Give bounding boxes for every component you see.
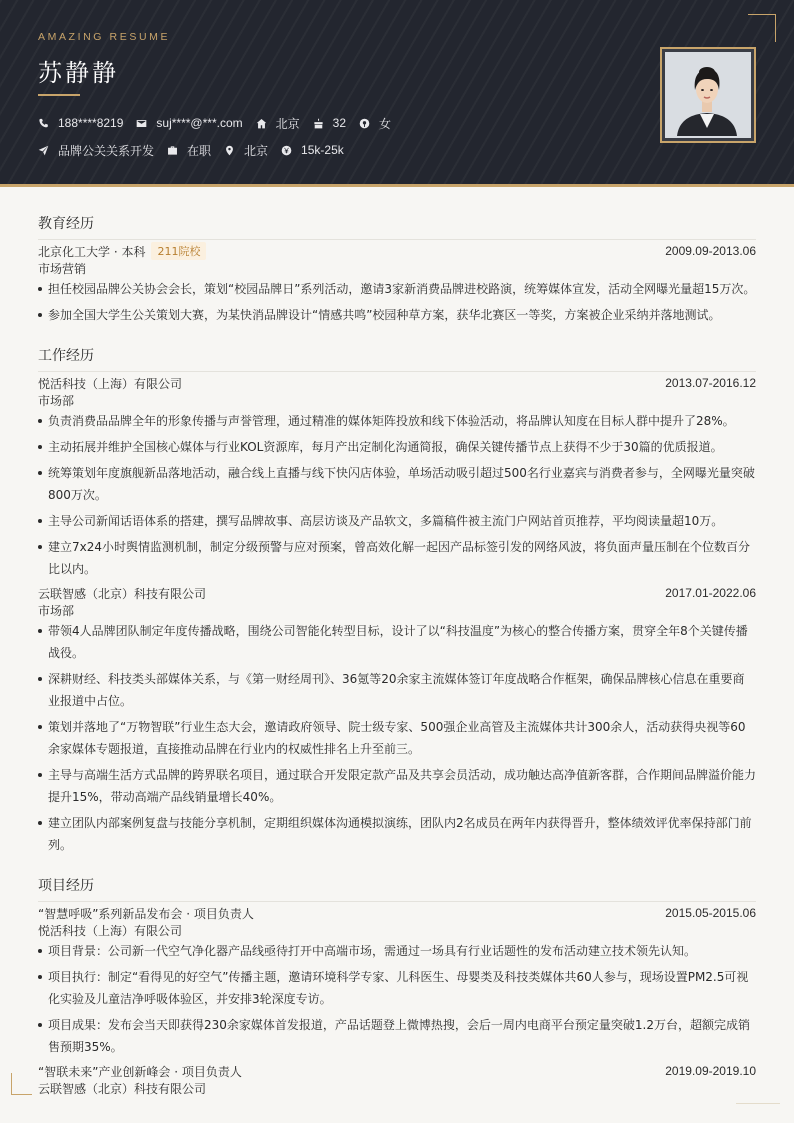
contact-email: suj****@***.com [136,116,242,130]
project-name: “智联未来”产业创新峰会 · 项目负责人 [38,1064,242,1079]
job-location: 北京 [224,142,268,159]
school-name: 北京化工大学 · 本科 [38,244,146,259]
education-date: 2009.09-2013.06 [665,244,756,258]
section-title-education: 教育经历 [38,213,756,240]
job-position: 品牌公关关系开发 [38,142,154,159]
list-item: 建立7x24小时舆情监测机制，制定分级预警与应对预案，曾高效化解一起因产品标签引发的网络风波，将负面声量压制在个位数百分比以内。 [38,536,756,580]
corner-ornament [748,14,776,42]
work-date: 2017.01-2022.06 [665,586,756,600]
contact-row [38,115,404,131]
list-item: 带领4人品牌团队制定年度传播战略，围绕公司智能化转型目标，设计了以“科技温度”为核心的整合传播方案，贯穿全年8个关键传播战役。 [38,620,756,664]
project-date: 2019.09-2019.10 [665,1064,756,1078]
school-badge: 211院校 [151,242,206,260]
send-icon [38,145,49,156]
contact-city: 北京 [256,115,300,132]
job-salary: 15k-25k [281,143,344,157]
list-item: 主导与高端生活方式品牌的跨界联名项目，通过联合开发限定款产品及共享会员活动，成功触达高净值新客群，合作期间品牌溢价能力提升15%，带动高端产品线销量增长40%。 [38,764,756,808]
header-accent-line [0,184,794,187]
email-icon [136,118,147,129]
work-dept: 市场部 [38,604,75,618]
company-name: 悦活科技（上海）有限公司 [38,376,183,391]
project-company: 悦活科技（上海）有限公司 [38,924,183,938]
project-entry-head [38,904,756,922]
cake-icon [313,118,324,129]
work-entry-head [38,374,756,392]
avatar [665,52,751,138]
contact-phone: 188****8219 [38,116,123,130]
contact-age: 32 [313,116,346,130]
name-underline [38,94,80,96]
list-item: 统筹策划年度旗舰新品落地活动，融合线上直播与线下快闪店体验，单场活动吸引超过500名行业嘉宾与消费者参与，全网曝光量突破800万次。 [38,462,756,506]
phone-icon [38,118,49,129]
portrait-illustration [665,52,749,136]
resume-tagline: AMAZING RESUME [38,31,171,43]
list-item: 担任校园品牌公关协会会长，策划“校园品牌日”系列活动，邀请3家新消费品牌进校路演，统筹媒体宣发，活动全网曝光量超15万次。 [38,278,756,300]
list-item: 项目执行：制定“看得见的好空气”传播主题，邀请环境科学专家、儿科医生、母婴类及科技类媒体共60人参与，现场设置PM2.5可视化实验及儿童洁净呼吸体验区，并安排3轮深度专访。 [38,966,756,1010]
briefcase-icon [167,145,178,156]
gender-icon [359,118,370,129]
list-item: 参加全国大学生公关策划大赛，为某快消品牌设计“情感共鸣”校园种草方案，获华北赛区一等奖，方案被企业采纳并落地测试。 [38,304,756,326]
project-entry-head [38,1062,756,1080]
home-icon [256,118,267,129]
section-title-projects: 项目经历 [38,875,756,902]
company-name: 云联智感（北京）科技有限公司 [38,586,207,601]
education-major: 市场营销 [38,262,87,276]
salary-icon [281,145,292,156]
job-intent-row [38,142,357,158]
list-item: 主动拓展并维护全国核心媒体与行业KOL资源库，每月产出定制化沟通简报，确保关键传播节点上获得不少于30篇的优质报道。 [38,436,756,458]
project-date: 2015.05-2015.06 [665,906,756,920]
project-name: “智慧呼吸”系列新品发布会 · 项目负责人 [38,906,254,921]
work-entry-head [38,584,756,602]
list-item: 项目成果：发布会当天即获得230余家媒体首发报道，产品话题登上微博热搜，会后一周内电商平台预定量突破1.2万台，超额完成销售预期35%。 [38,1014,756,1058]
list-item: 主导公司新闻话语体系的搭建，撰写品牌故事、高层访谈及产品软文，多篇稿件被主流门户网站首页推荐，平均阅读量超10万。 [38,510,756,532]
list-item: 深耕财经、科技类头部媒体关系，与《第一财经周刊》、36氪等20余家主流媒体签订年度战略合作框架，确保品牌核心信息在重要商业报道中占位。 [38,668,756,712]
list-item: 项目背景：公司新一代空气净化器产品线亟待打开中高端市场，需通过一场具有行业话题性的发布活动建立技术领先认知。 [38,940,756,962]
list-item: 负责消费品品牌全年的形象传播与声誉管理，通过精准的媒体矩阵投放和线下体验活动，将品牌认知度在目标人群中提升了28%。 [38,410,756,432]
list-item: 建立团队内部案例复盘与技能分享机制，定期组织媒体沟通模拟演练，团队内2名成员在两年内获得晋升，整体绩效评优率保持部门前列。 [38,812,756,856]
job-status: 在职 [167,142,211,159]
list-item: 策划并落地了“万物智联”行业生态大会，邀请政府领导、院士级专家、500强企业高管及主流媒体共计300余人，活动获得央视等60余家媒体专题报道，直接推动品牌在行业内的权威性排名上升至前三。 [38,716,756,760]
corner-ornament [11,1073,32,1095]
project-company: 云联智感（北京）科技有限公司 [38,1082,207,1096]
contact-gender: 女 [359,115,391,132]
candidate-name: 苏静静 [38,59,119,87]
location-pin-icon [224,145,235,156]
profile-photo [660,47,756,143]
section-title-work: 工作经历 [38,345,756,372]
education-entry-head [38,242,756,260]
work-dept: 市场部 [38,394,75,408]
resume-header [0,0,794,184]
work-date: 2013.07-2016.12 [665,376,756,390]
corner-ornament [736,1103,780,1104]
